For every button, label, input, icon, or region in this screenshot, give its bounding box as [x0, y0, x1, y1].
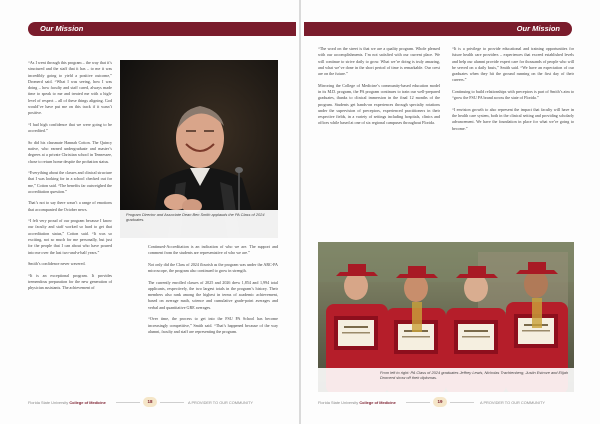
right-section-title: Our Mission	[516, 24, 560, 33]
footer-school-name: Florida State University	[28, 400, 69, 405]
right-column-2	[452, 46, 574, 137]
right-footer-tag: A PROVIDER TO OUR COMMUNITY	[480, 400, 545, 405]
footer-college-name: College of Medicine	[69, 400, 106, 405]
paragraph: “It is a privilege to provide educational and training opportunities for future health care providers – experiences that exceed established levels and help our alumni provide expert care for thousands of people who will be served on a daily basis,” Smith said. “We have an expectation of our graduates when they hit the ground running on the first day of their careers.”	[452, 46, 574, 83]
graduates-photo-caption: From left to right: PA Class of 2024 graduates Jeffrey Lewis, Nicholas Trachtenberg, Justin Estrove and Elijah Dromerd show off their diplomas.	[380, 370, 569, 381]
paragraph: That’s not to say there wasn’t a range of emotions that accompanied the October news.	[28, 200, 112, 212]
left-header-bar	[28, 22, 296, 36]
speaker-photo	[120, 60, 278, 238]
right-header-bar	[304, 22, 572, 36]
footer-school-name: Florida State University	[318, 400, 359, 405]
left-column-1	[28, 60, 112, 297]
paragraph: “It is an exceptional program. It provides tremendous preparation for the new generation of physician assistants. The achievement of	[28, 272, 112, 291]
footer-rule	[406, 402, 430, 403]
paragraph: “I had high confidence that we were going to be accredited.”	[28, 121, 112, 134]
paragraph: So did his classmate Hannah Cotton. The Quincy native, who earned undergraduate and master’s degrees at a private Christian school in Tennessee, chose to return home despite the probation status.	[28, 139, 112, 164]
paragraph: Continuing to build relationships with preceptors is part of Smith’s aim to “grow the FSU PA brand across the state of Florida.”	[452, 88, 574, 101]
paragraph: Not only did the Class of 2024 flourish as the program was under the ARC-PA microscope, the program also continued to grow in strength.	[148, 261, 278, 274]
paragraph: “As I went through this program – the way that it’s structured and the staff that it has – to me it was incredibly going to yield a positive outcome,” Dromerd said. “What I was seeing, how I was doing – how faculty and staff cared, always made time to speak to me and treated me with a high-level of respect – all of these things aligning. God would’ve have put me on this track if it wasn’t positive.	[28, 60, 112, 116]
footer-rule	[450, 402, 474, 403]
speaker-photo-caption: Program Director and Associate Dean Ben Smith applauds the PA Class of 2024 graduates.	[126, 212, 265, 223]
left-page-number: 18	[143, 397, 157, 407]
paragraph: Continued-Accreditation is an indication of who we are. The support and comment from the students are representative of who we are.”	[148, 244, 278, 256]
paragraph: “Everything about the classes and clinical structure that I was looking for in a school checked out for me,” Cotton said. “The benefits far outweighed the accreditation question.”	[28, 170, 112, 194]
paragraph: “I felt very proud of our program because I know our faculty and staff worked so hard to get that accreditation status,” Cotton said. “It was so exciting, not so much for me personally, but just for the people that I can about who have poured into me over the last two-and-a-half years.”	[28, 218, 112, 255]
graduates-photo	[318, 242, 574, 392]
footer-college-name: College of Medicine	[359, 400, 396, 405]
footer-rule	[116, 402, 140, 403]
left-column-2	[148, 244, 278, 340]
right-column-1	[318, 46, 440, 132]
right-page-number: 19	[433, 397, 447, 407]
paragraph: Mirroring the College of Medicine’s community-based education model in its M.D. program, the PA program continues to train our well-prepared graduates, thanks to clinical immersion in the final 12 months of the program. Students get hands-on experiences through specialty rotations under the supervision of preceptors, experienced practitioners in their respective fields, in a variety of settings including hospitals, clinics and offices while based at one of six regional campuses throughout Florida.	[318, 82, 440, 126]
left-footer-school	[28, 400, 106, 405]
paragraph: Smith’s confidence never wavered.	[28, 261, 86, 267]
paragraph: “The word on the street is that we are a quality program. Whole pleased with our accomplishments. I’m not satisfied with our current place. We will continue to strive daily to grow. What we’re doing is truly amazing, and what we’ve done in the short period of time is remarkable. Our crest are on the future.”	[318, 46, 440, 77]
paragraph: The currently enrolled classes of 2025 and 2026 drew 1,854 and 1,994 total applicants, respectively, the two largest totals in the program’s history. Their members also rank among the highest in terms of academic achievement, based on average math, science and cumulative grade-point averages and verbal and quantitative GRE averages.	[148, 279, 278, 310]
page-gutter	[299, 0, 301, 424]
right-footer-school	[318, 400, 396, 405]
left-section-title: Our Mission	[40, 24, 84, 33]
paragraph: “I envision growth to also represent the impact that faculty will have in the health care system, both in the clinical setting and providing scholarly advancement. We have the foundation in place for what we’re going to become.”	[452, 106, 574, 131]
footer-rule	[160, 402, 184, 403]
paragraph: “Over time, the process to get into the FSU PA School has become increasingly competitive,” Smith said. “That’s happened because of the way alumni, faculty and staff are representing the program.	[148, 316, 278, 334]
left-footer-tag: A PROVIDER TO OUR COMMUNITY	[188, 400, 253, 405]
